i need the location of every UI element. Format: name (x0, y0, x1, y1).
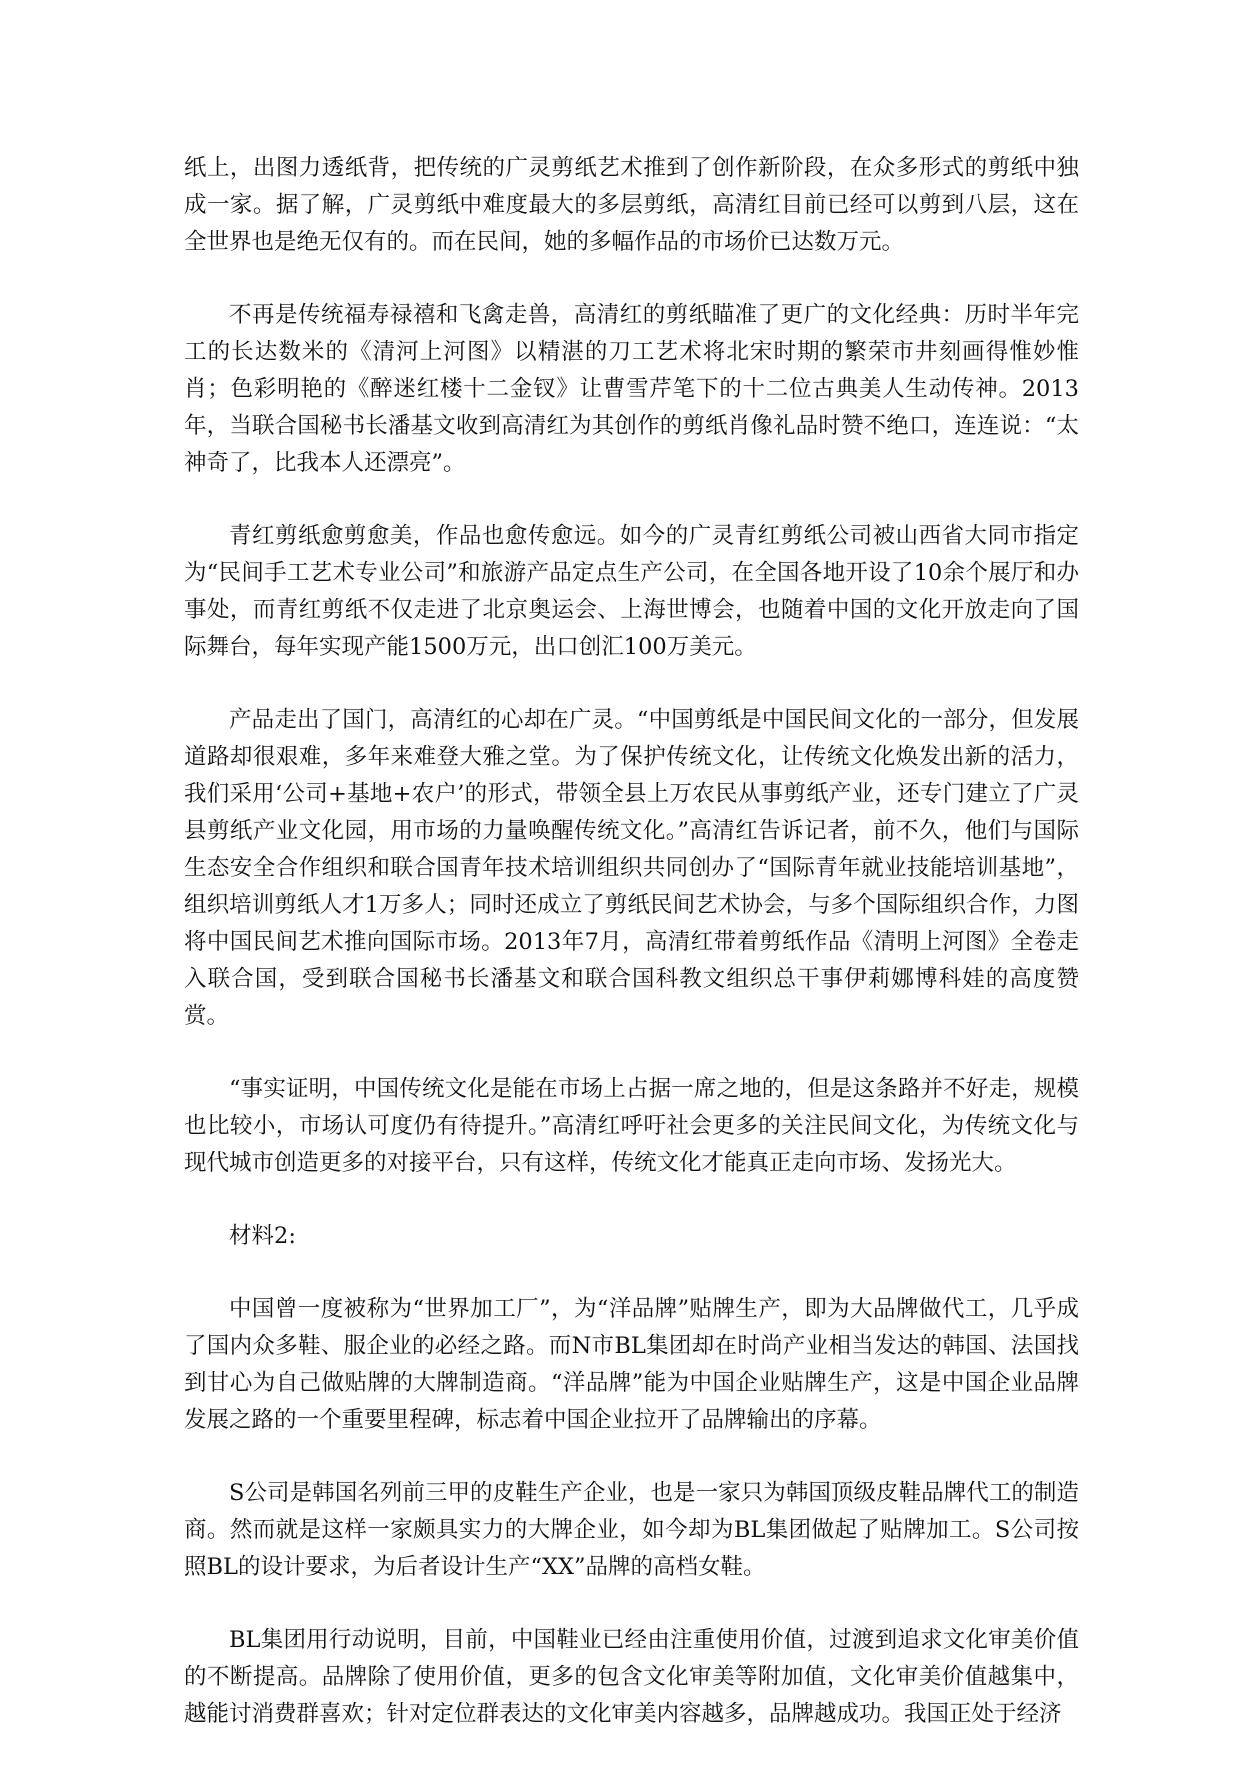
paragraph-bl-group: BL集团用行动说明，目前，中国鞋业已经由注重使用价值，过渡到追求文化审美价值的不断提高。品牌除了使用价值，更多的包含文化审美等附加值，文化审美价值越集中，越能讨消费群喜欢；针对定位群表达的文化审美内容越多，品牌越成功。我国正处于经济 (184, 1627, 1079, 1727)
paragraph-cultural-classics: 不再是传统福寿禄禧和飞禽走兽，高清红的剪纸瞄准了更广的文化经典：历时半年完工的长达数米的《清河上河图》以精湛的刀工艺术将北宋时期的繁荣市井刻画得惟妙惟肖；色彩明艳的《醉迷红楼十二金钗》让曹雪芹笔下的十二位古典美人生动传神。2013年，当联合国秘书长潘基文收到高清红为其创作的剪纸肖像礼品时赞不绝口，连连说：“太神奇了，比我本人还漂亮”。 (184, 302, 1079, 476)
paragraph-quote-market: “事实证明，中国传统文化是能在市场上占据一席之地的，但是这条路并不好走，规模也比较小，市场认可度仍有待提升。”高清红呼吁社会更多的关注民间文化，为传统文化与现代城市创造更多的对接平台，只有这样，传统文化才能真正走向市场、发扬光大。 (184, 1076, 1079, 1176)
paragraph-s-company: S公司是韩国名列前三甲的皮鞋生产企业，也是一家只为韩国顶级皮鞋品牌代工的制造商。然而就是这样一家颇具实力的大牌企业，如今却为BL集团做起了贴牌加工。S公司按照BL的设计要求，为后者设计生产“XX”品牌的高档女鞋。 (184, 1480, 1079, 1580)
paragraph-heart-in-guangling: 产品走出了国门，高清红的心却在广灵。“中国剪纸是中国民间文化的一部分，但发展道路却很艰难，多年来难登大雅之堂。为了保护传统文化，让传统文化焕发出新的活力，我们采用‘公司+基地+农户’的形式，带领全县上万农民从事剪纸产业，还专门建立了广灵县剪纸产业文化园，用市场的力量唤醒传统文化。”高清红告诉记者，前不久，他们与国际生态安全合作组织和联合国青年技术培训组织共同创办了“国际青年就业技能培训基地”，组织培训剪纸人才1万多人；同时还成立了剪纸民间艺术协会，与多个国际组织合作，力图将中国民间艺术推向国际市场。2013年7月，高清红带着剪纸作品《清明上河图》全卷走入联合国，受到联合国秘书长潘基文和联合国科教文组织总干事伊莉娜博科娃的高度赞赏。 (184, 707, 1079, 1029)
paragraph-company-growth: 青红剪纸愈剪愈美，作品也愈传愈远。如今的广灵青红剪纸公司被山西省大同市指定为“民间手工艺术专业公司”和旅游产品定点生产公司，在全国各地开设了10余个展厅和办事处，而青红剪纸不仅走进了北京奥运会、上海世博会，也随着中国的文化开放走向了国际舞台，每年实现产能1500万元，出口创汇100万美元。 (184, 523, 1079, 660)
paragraph-continuation: 纸上，出图力透纸背，把传统的广灵剪纸艺术推到了创作新阶段，在众多形式的剪纸中独成一家。据了解，广灵剪纸中难度最大的多层剪纸，高清红目前已经可以剪到八层，这在全世界也是绝无仅有的。而在民间，她的多幅作品的市场价已达数万元。 (184, 155, 1079, 255)
paragraph-world-factory: 中国曾一度被称为“世界加工厂”，为“洋品牌”贴牌生产，即为大品牌做代工，几乎成了国内众多鞋、服企业的必经之路。而N市BL集团却在时尚产业相当发达的韩国、法国找到甘心为自己做贴牌的大牌制造商。“洋品牌”能为中国企业贴牌生产，这是中国企业品牌发展之路的一个重要里程碑，标志着中国企业拉开了品牌输出的序幕。 (184, 1296, 1079, 1433)
document-body (184, 150, 1079, 1769)
material-2-heading: 材料2: (229, 1223, 296, 1249)
